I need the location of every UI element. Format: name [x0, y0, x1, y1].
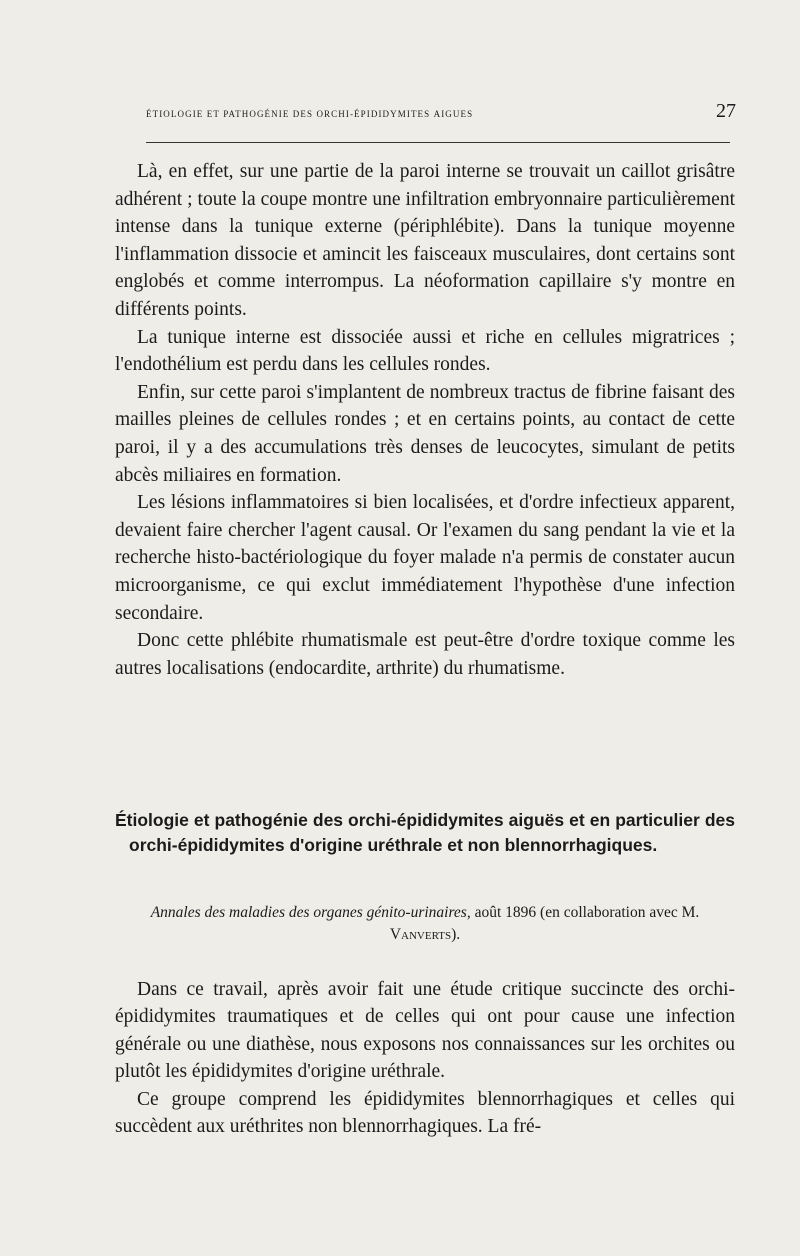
paragraph: Les lésions inflammatoires si bien localisées, et d'ordre infectieux apparent, devaient faire chercher l'agent causal. Or l'examen du sang pendant la vie et la recherche histo-bactériologique du foyer malade n'a permis de constater aucun microorganisme, ce qui exclut immédiatement l'hypothèse d'une infection secondaire.	[115, 492, 735, 624]
body-text	[115, 158, 735, 682]
paragraph: Ce groupe comprend les épididymites blennorrhagiques et celles qui succèdent aux uréthrites non blennorrhagiques. La fré-	[115, 1088, 735, 1138]
citation-journal: Annales des maladies des organes génito-urinaires,	[150, 904, 471, 921]
citation	[115, 902, 735, 946]
paragraph: Donc cette phlébite rhumatismale est peut-être d'ordre toxique comme les autres localisations (endocardite, arthrite) du rhumatisme.	[115, 630, 735, 679]
running-title: étiologie et pathogénie des orchi-épididymites aigues	[146, 105, 474, 120]
header-rule	[146, 142, 730, 143]
paragraph: Là, en effet, sur une partie de la paroi interne se trouvait un caillot grisâtre adhérent ; toute la coupe montre une infiltration embryonnaire particulièrement intense dans la tunique externe (périphlébite). Dans la tunique moyenne l'inflammation dissocie et amincit les faisceaux musculaires, dont certains sont englobés et comme interrompus. La néoformation capillaire s'y montre en différents points.	[115, 161, 735, 320]
running-head	[146, 100, 736, 130]
citation-end: ).	[451, 926, 461, 943]
paragraph: Enfin, sur cette paroi s'implantent de nombreux tractus de fibrine faisant des mailles pleines de cellules rondes ; et en certains points, au contact de cette paroi, il y a des accumulations très denses de leucocytes, simulant de petits abcès miliaires en formation.	[115, 381, 735, 486]
section-text	[115, 976, 735, 1140]
paragraph: La tunique interne est dissociée aussi et riche en cellules migratrices ; l'endothélium est perdu dans les cellules rondes.	[115, 326, 735, 376]
citation-date: août 1896 (en collaboration avec M.	[470, 904, 700, 921]
paragraph: Dans ce travail, après avoir fait une étude critique succincte des orchi-épididymites traumatiques et de celles qui ont pour cause une infection générale ou une diathèse, nous exposons nos connaissances sur les orchites ou plutôt les épididymites d'origine uréthrale.	[115, 979, 735, 1083]
page-number: 27	[716, 100, 736, 122]
section-title: Étiologie et pathogénie des orchi-épididymites aiguës et en particulier des orchi-épididymites d'origine uréthrale et non blennorrhagiques.	[115, 810, 735, 855]
citation-author: Vanverts	[389, 926, 452, 943]
